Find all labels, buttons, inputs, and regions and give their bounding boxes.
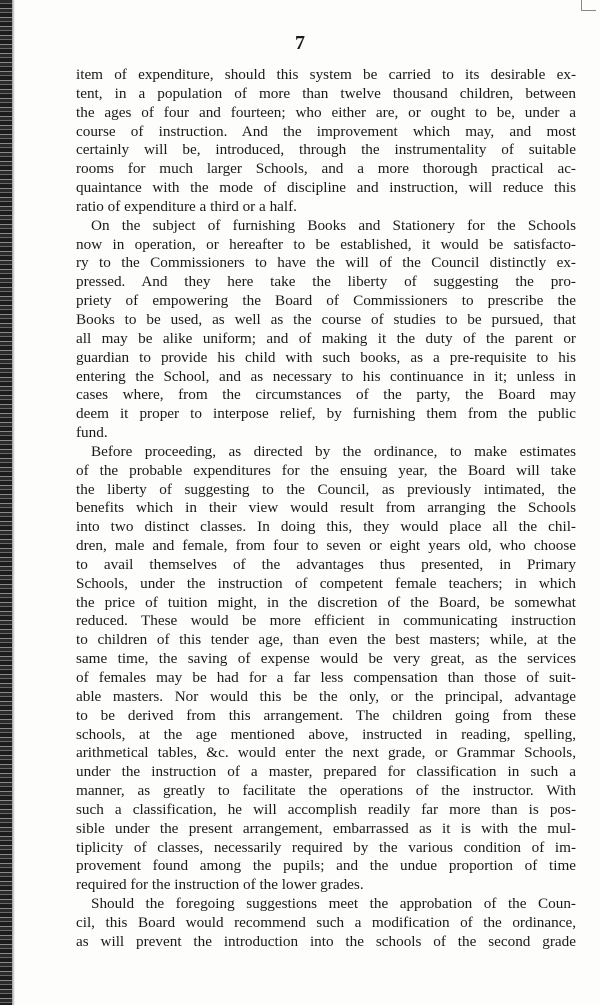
text-line: to be derived from this arrangement. The children going from these	[76, 706, 576, 724]
text-line: entering the School, and as necessary to his continuance in it; unless in	[76, 367, 576, 385]
text-line: cil, this Board would recommend such a modification of the ordinance,	[76, 913, 576, 931]
body-text	[76, 66, 576, 952]
text-line: of the probable expenditures for the ensuing year, the Board will take	[76, 461, 576, 479]
text-line: provement found among the pupils; and the undue proportion of time	[76, 857, 576, 875]
text-line: Before proceeding, as directed by the ordinance, to make estimates	[91, 442, 576, 460]
text-line: to avail themselves of the advantages thus presented, in Primary	[76, 555, 576, 573]
text-line: certainly will be, introduced, through the instrumentality of suitable	[76, 141, 576, 159]
text-line: priety of empowering the Board of Commissioners to prescribe the	[76, 292, 576, 310]
text-line: the ages of four and fourteen; who either are, or ought to be, under a	[76, 103, 576, 121]
text-line: quaintance with the mode of discipline and instruction, will reduce this	[76, 179, 576, 197]
text-line: same time, the saving of expense would be very great, as the services	[76, 650, 576, 668]
text-line: now in operation, or hereafter to be established, it would be satisfacto-	[76, 235, 576, 253]
text-line: deem it proper to interpose relief, by furnishing them from the public	[76, 405, 576, 423]
text-line: the price of tuition might, in the discretion of the Board, be somewhat	[76, 593, 576, 611]
text-line: Books to be used, as well as the course of studies to be pursued, that	[76, 310, 576, 328]
text-line: manner, as greatly to facilitate the operations of the instructor. With	[76, 782, 576, 800]
text-line: schools, at the age mentioned above, instructed in reading, spelling,	[76, 725, 576, 743]
text-line: as will prevent the introduction into the schools of the second grade	[76, 932, 576, 950]
page-number: 7	[295, 32, 305, 54]
text-line: pressed. And they here take the liberty of suggesting the pro-	[76, 273, 576, 291]
text-line: of females may be had for a far less compensation than those of suit-	[76, 669, 576, 686]
text-line: cases where, from the circumstances of the party, the Board may	[76, 386, 576, 404]
text-line: dren, male and female, from four to seven or eight years old, who choose	[76, 537, 576, 555]
text-line: Schools, under the instruction of competent female teachers; in which	[76, 574, 576, 592]
text-line: Should the foregoing suggestions meet the approbation of the Coun-	[91, 895, 576, 913]
text-line: benefits which in their view would result from arranging the Schools	[76, 499, 576, 517]
text-line: sible under the present arrangement, embarrassed as it is with the mul-	[76, 819, 576, 837]
text-line: fund.	[76, 424, 108, 442]
binding-shadow	[12, 0, 15, 1005]
text-line: all may be alike uniform; and of making it the duty of the parent or	[76, 329, 576, 347]
text-line: ry to the Commissioners to have the will of the Council distinctly ex-	[76, 254, 576, 272]
text-line: item of expenditure, should this system be carried to its desirable ex-	[76, 66, 576, 83]
text-line: tiplicity of classes, necessarily required by the various condition of im-	[76, 838, 576, 856]
text-line: to children of this tender age, than even the best masters; while, at the	[76, 631, 576, 649]
corner-mark	[581, 0, 596, 11]
text-line: ratio of expenditure a third or a half.	[76, 197, 297, 215]
text-line: into two distinct classes. In doing this, they would place all the chil-	[76, 518, 576, 536]
text-line: rooms for much larger Schools, and a more thorough practical ac-	[76, 160, 576, 178]
text-line: the liberty of suggesting to the Council, as previously intimated, the	[76, 480, 576, 498]
text-line: reduced. These would be more efficient in communicating instruction	[76, 612, 576, 630]
text-line: such a classification, he will accomplish readily far more than is pos-	[76, 800, 576, 818]
text-line: tent, in a population of more than twelve thousand children, between	[76, 84, 576, 102]
text-line: course of instruction. And the improvement which may, and most	[76, 122, 576, 140]
text-line: guardian to provide his child with such books, as a pre-requisite to his	[76, 348, 576, 366]
binding-strip	[0, 0, 12, 1005]
text-line: required for the instruction of the lower grades.	[76, 876, 364, 894]
text-line: arithmetical tables, &c. would enter the next grade, or Grammar Schools,	[76, 744, 576, 762]
text-line: On the subject of furnishing Books and Stationery for the Schools	[91, 216, 576, 234]
text-line: under the instruction of a master, prepared for classification in such a	[76, 763, 576, 781]
text-line: able masters. Nor would this be the only, or the principal, advantage	[76, 687, 576, 705]
